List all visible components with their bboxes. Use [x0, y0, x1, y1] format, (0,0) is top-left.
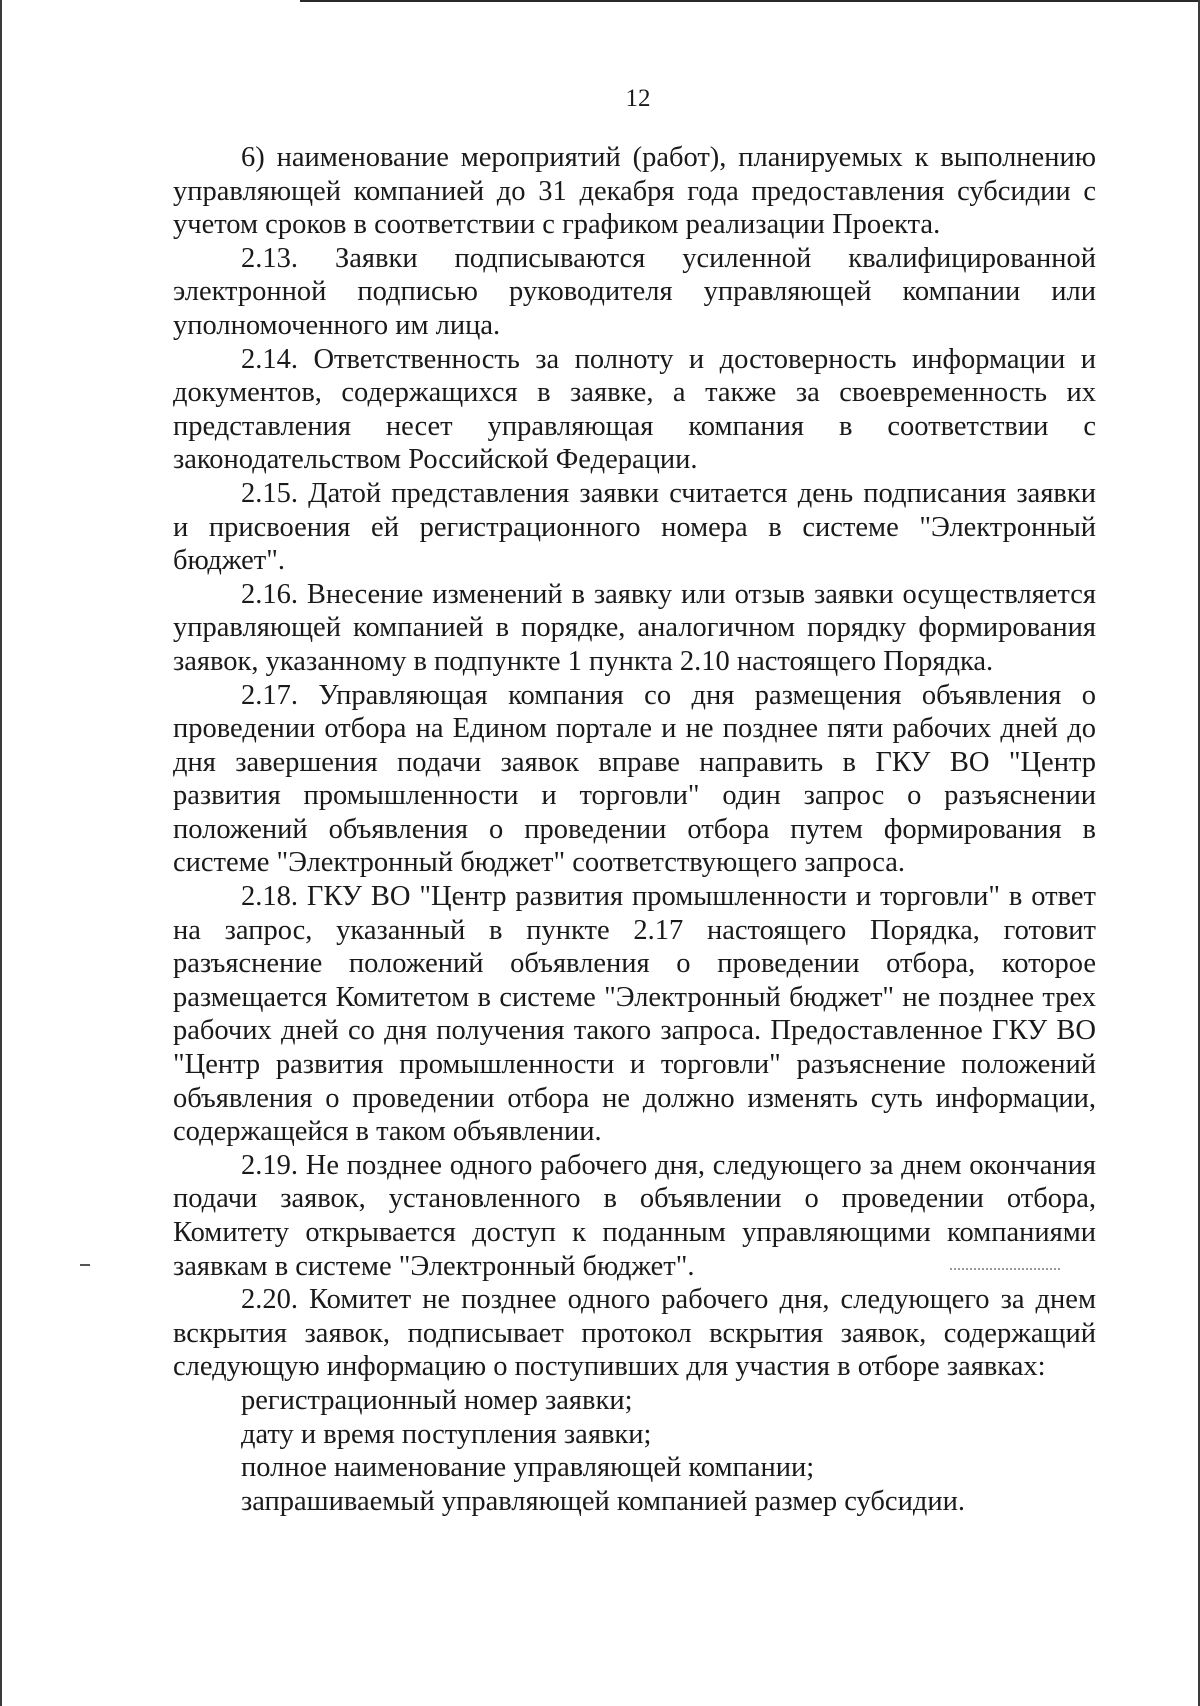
paragraph-2-17: 2.17. Управляющая компания со дня размещения объявления о проведении отбора на Едином портале и не позднее пяти рабочих дней до дня завершения подачи заявок вправе направить в ГКУ ВО "Центр развития промышленности и торговли" один запрос о разъяснении положений объявления о проведении отбора путем формирования в системе "Электронный бюджет" соответствующего запроса.: [173, 679, 1096, 879]
list-item: полное наименование управляющей компании;: [241, 1452, 815, 1484]
list-item: запрашиваемый управляющей компанией размер субсидии.: [241, 1485, 965, 1517]
scan-artifact-mark: [80, 1264, 90, 1266]
paragraph-2-16: 2.16. Внесение изменений в заявку или отзыв заявки осуществляется управляющей компанией в порядке, аналогичном порядку формирования заявок, указанному в подпункте 1 пункта 2.10 настоящего Порядка.: [173, 578, 1096, 677]
paragraph-2-14: 2.14. Ответственность за полноту и достоверность информации и документов, содержащихся в заявке, а также за своевременность их представления несет управляющая компания в соответствии с законодательством Российской Федерации.: [173, 343, 1096, 476]
paragraph-2-13: 2.13. Заявки подписываются усиленной квалифицированной электронной подписью руководителя управляющей компании или уполномоченного им лица.: [173, 242, 1096, 341]
paragraph-2-18: 2.18. ГКУ ВО "Центр развития промышленности и торговли" в ответ на запрос, указанный в пункте 2.17 настоящего Порядка, готовит разъяснение положений объявления о проведении отбора, которое размещается Комитетом в системе "Электронный бюджет" не позднее трех рабочих дней со дня получения такого запроса. Предоставленное ГКУ ВО "Центр развития промышленности и торговли" разъяснение положений объявления о проведении отбора не должно изменять суть информации, содержащейся в таком объявлении.: [173, 881, 1096, 1148]
document-body: [173, 141, 1096, 1518]
page-number: 12: [625, 85, 651, 112]
paragraph-2-19: 2.19. Не позднее одного рабочего дня, следующего за днем окончания подачи заявок, установленного в объявлении о проведении отбора, Комитету открывается доступ к поданным управляющими компаниями заявкам в системе "Электронный бюджет".: [173, 1149, 1096, 1282]
paragraph-2-20: 2.20. Комитет не позднее одного рабочего дня, следующего за днем вскрытия заявок, подписывает протокол вскрытия заявок, содержащий следующую информацию о поступивших для участия в отборе заявках:: [173, 1284, 1096, 1383]
paragraph-2-15: 2.15. Датой представления заявки считается день подписания заявки и присвоения ей регистрационного номера в системе "Электронный бюджет".: [173, 477, 1096, 577]
paragraph-item-6: 6) наименование мероприятий (работ), планируемых к выполнению управляющей компанией до 31 декабря года предоставления субсидии с учетом сроков в соответствии с графиком реализации Проекта.: [173, 142, 1096, 241]
list-item: дату и время поступления заявки;: [241, 1418, 652, 1450]
scan-artifact-dots: [950, 1268, 1060, 1270]
scan-top-border: [300, 0, 1200, 2]
scan-left-border: [0, 0, 2, 1706]
list-item: регистрационный номер заявки;: [241, 1384, 633, 1416]
